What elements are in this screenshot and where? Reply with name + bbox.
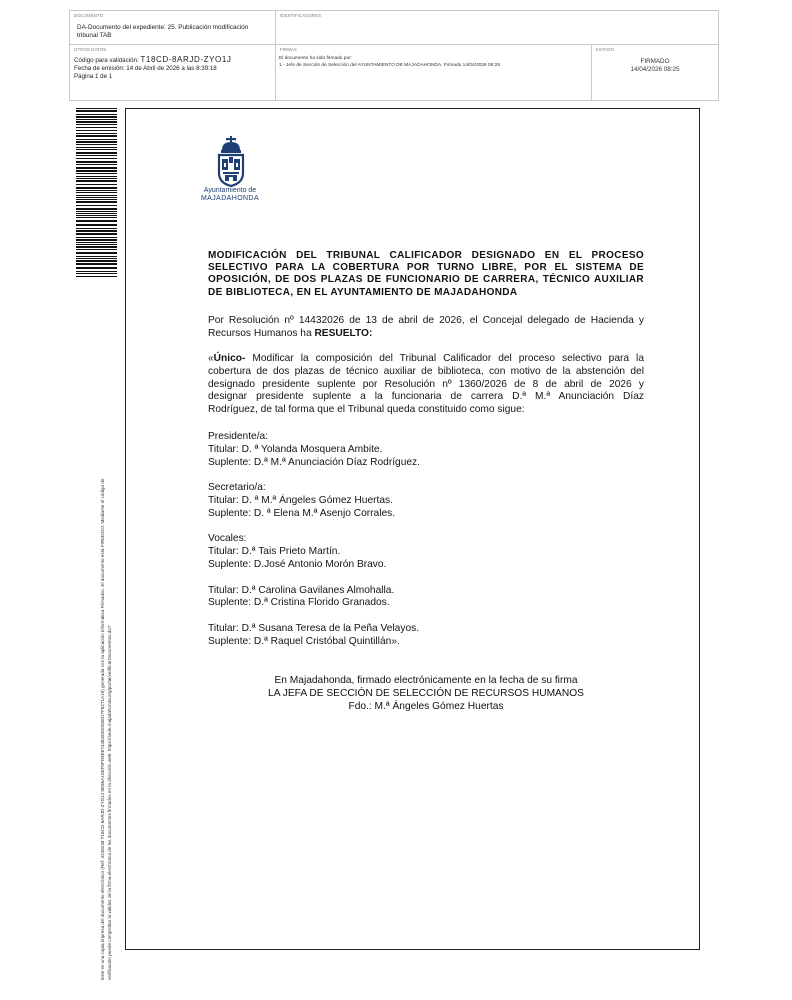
verification-note-line1: Este es una copia impresa del documento electrónico (Ref: 4246238 T18CD-8ARJD-ZYO1J 8E86A1D6F0FD9E67448493D093ED7F8271A19) generada con la aplicación informática Firmadoc. El documento está FIRMADO. Mediante el código de xyxy=(100,478,105,980)
barcode-bar xyxy=(76,149,117,150)
member-line: Secretario/a: xyxy=(208,482,266,494)
barcode-bar xyxy=(76,190,117,191)
member-line: Titular: D.ª Susana Teresa de la Peña Velayos. xyxy=(208,622,420,634)
barcode-bar xyxy=(76,211,117,212)
identificadores-caption: IDENTIFICADORES xyxy=(280,13,322,18)
barcode-bar xyxy=(76,178,117,179)
signature-line2: LA JEFA DE SECCIÓN DE SELECCIÓN DE RECURSOS HUMANOS xyxy=(268,687,584,699)
estado-cell xyxy=(592,45,718,101)
barcode-bar xyxy=(76,176,117,177)
otros-datos-value xyxy=(74,56,232,81)
barcode-bar xyxy=(76,213,117,214)
title-line: SELECTIVO PARA LA COBERTURA POR TURNO LIBRE, POR EL SISTEMA DE xyxy=(208,262,644,274)
unico-line2: cobertura de dos plazas de técnico auxiliar de biblioteca, con motivo de la abstención del xyxy=(208,365,644,377)
barcode-bar xyxy=(76,114,117,115)
barcode-bar xyxy=(76,246,117,248)
member-line: Suplente: D.ª Cristina Florido Granados. xyxy=(208,597,390,609)
barcode-bar xyxy=(76,199,117,200)
barcode-bar xyxy=(76,276,117,277)
barcode-bar xyxy=(76,271,117,272)
member-line: Vocales: xyxy=(208,533,247,545)
barcode-bar xyxy=(76,184,117,185)
barcode-bar xyxy=(76,256,117,257)
unico-paragraph xyxy=(208,353,644,417)
barcode-bar xyxy=(76,195,117,196)
barcode-bar xyxy=(76,155,117,156)
barcode-bar xyxy=(76,108,117,109)
barcode-bar xyxy=(76,201,117,203)
vocal-block-1 xyxy=(208,533,644,571)
barcode-bar xyxy=(76,242,117,243)
barcode-bar xyxy=(76,244,117,245)
member-line: Titular: D. ª M.ª Ángeles Gómez Huertas. xyxy=(208,494,393,506)
barcode-bar xyxy=(76,161,117,163)
documento-caption: DOCUMENTO xyxy=(74,13,104,18)
unico-line3: designado presidente suplente por Resolución nº 1360/2026 de 8 de abril de 2026 y xyxy=(208,378,644,390)
signature-line3: Fdo.: M.ª Ángeles Gómez Huertas xyxy=(348,700,504,712)
member-line: Suplente: D.ª Raquel Cristóbal Quintillán». xyxy=(208,635,400,647)
secretario-block xyxy=(208,482,644,520)
barcode-bar xyxy=(76,147,117,148)
barcode-bar xyxy=(76,208,117,210)
title-line: OPOSICIÓN, DE DOS PLAZAS DE FUNCIONARIO DE CARRERA, TÉCNICO AUXILIAR xyxy=(208,274,644,286)
barcode-bar xyxy=(76,252,117,254)
otros-datos-caption: OTROS DATOS xyxy=(74,47,107,52)
page-number: Página 1 de 1 xyxy=(74,73,113,80)
barcode-bar xyxy=(76,164,117,165)
verification-note xyxy=(100,300,113,980)
emission-date: Fecha de emisión: 14 de Abril de 2026 a las 8:39:18 xyxy=(74,65,217,72)
barcode-bar xyxy=(76,220,117,222)
firmas-intro: El documento ha sido firmado por: xyxy=(279,56,353,61)
member-line: Suplente: D. ª Elena M.ª Asenjo Corrales. xyxy=(208,507,396,519)
member-line: Presidente/a: xyxy=(208,431,269,442)
barcode-bar xyxy=(76,127,117,128)
barcode-bar xyxy=(76,170,117,172)
verification-note-line2: verificación puede comprobar la validez de la firma electrónica de los documentos firmados en la dirección web: https://sede.majadahonda.org/portal/verificarDocumentos.do? xyxy=(106,625,112,980)
documento-value: DA-Documento del expediente: 25. Publicación modificación tribunal TAB xyxy=(77,24,249,40)
barcode-bar xyxy=(76,249,117,250)
logo-line1: Ayuntamiento de xyxy=(203,187,257,194)
barcode-bar xyxy=(76,215,117,216)
barcode-bar xyxy=(76,273,117,274)
documento-cell xyxy=(70,11,276,45)
vocal-block-3 xyxy=(208,623,644,649)
barcode-bar xyxy=(76,116,117,118)
intro-line1: Por Resolución nº 14432026 de 13 de abril de 2026, el Concejal delegado de Hacienda y xyxy=(208,315,644,326)
barcode-bar xyxy=(76,267,117,269)
barcode-bar xyxy=(76,167,117,169)
barcode-bar xyxy=(76,121,117,123)
unico-line5: Rodríguez, de tal forma que el Tribunal queda constituido como sigue: xyxy=(208,404,525,416)
presidente-block xyxy=(208,431,644,469)
barcode-bar xyxy=(76,139,117,140)
barcode-bar xyxy=(76,192,117,193)
estado-value: FIRMADO xyxy=(640,58,670,65)
document-header-table xyxy=(69,10,719,101)
barcode-bar xyxy=(76,152,117,154)
barcode-bar xyxy=(76,237,117,238)
barcode-bar xyxy=(76,230,117,232)
barcode-bar xyxy=(76,141,117,143)
title-line: DE BIBLIOTECA, EN EL AYUNTAMIENTO DE MAJADAHONDA xyxy=(208,286,518,298)
barcode-bar xyxy=(76,217,117,218)
firmas-cell xyxy=(276,45,592,101)
vocal-block-2 xyxy=(208,585,644,611)
member-line: Suplente: D.ª M.ª Anunciación Díaz Rodríguez. xyxy=(208,456,420,468)
unico-line1-text: Modificar la composición del Tribunal Calificador del proceso selectivo para la xyxy=(245,353,644,364)
identificadores-cell xyxy=(276,11,718,45)
barcode-bar xyxy=(76,197,117,198)
barcode-bar xyxy=(76,263,117,265)
barcode-bar xyxy=(76,158,117,159)
unico-open-quote: « xyxy=(208,353,214,364)
estado-caption: ESTADO xyxy=(596,47,615,52)
resuelto-label: RESUELTO: xyxy=(314,327,373,339)
member-line: Titular: D.ª Carolina Gavilanes Almohalla. xyxy=(208,584,395,596)
barcode-bar xyxy=(76,239,117,241)
title-line: MODIFICACIÓN DEL TRIBUNAL CALIFICADOR DESIGNADO EN EL PROCESO xyxy=(208,250,644,261)
barcode-bar xyxy=(76,133,117,134)
unico-line4: designar presidente suplente a la funcionaria de carrera D.ª M.ª Anunciación Díaz xyxy=(208,391,644,403)
validation-code[interactable]: T18CD-8ARJD-ZYO1J xyxy=(140,55,232,64)
barcode-bar xyxy=(76,180,117,182)
otros-datos-cell xyxy=(70,45,276,101)
firmas-line: 1.- Jefe de Sección de Selección del AYUNTAMIENTO DE MAJADAHONDA. Firmado 14/04/2026 08:25 xyxy=(279,63,501,68)
barcode-bar xyxy=(76,144,117,145)
intro-line2 xyxy=(208,328,644,341)
member-line: Suplente: D.José Antonio Morón Bravo. xyxy=(208,558,387,570)
barcode-bar xyxy=(76,228,117,229)
barcode-bar xyxy=(76,205,117,206)
barcode-bar xyxy=(76,233,117,235)
barcode-bar xyxy=(76,119,117,120)
barcode-bar xyxy=(76,224,117,226)
unico-line1 xyxy=(208,353,644,366)
signature-block xyxy=(208,675,644,713)
unico-label: Único- xyxy=(213,353,246,364)
barcode-bar xyxy=(76,130,117,131)
member-line: Titular: D. ª Yolanda Mosquera Ambite. xyxy=(208,443,383,455)
barcode-bar xyxy=(76,124,117,125)
barcode-bar xyxy=(76,135,117,137)
logo-line2: MAJADAHONDA xyxy=(200,195,260,202)
validation-label: Código para validación: xyxy=(74,57,139,64)
barcode xyxy=(76,108,117,277)
barcode-bar xyxy=(76,110,117,112)
barcode-bar xyxy=(76,187,117,189)
barcode-bar xyxy=(76,258,117,259)
tribunal-members xyxy=(208,431,644,661)
member-line: Titular: D.ª Tais Prieto Martín. xyxy=(208,546,341,558)
intro-paragraph xyxy=(208,315,644,341)
barcode-bar xyxy=(76,173,117,174)
barcode-bar xyxy=(76,260,117,262)
signature-line1: En Majadahonda, firmado electrónicamente en la fecha de su firma xyxy=(274,675,578,686)
estado-date: 14/04/2026 08:25 xyxy=(630,66,680,73)
intro-line2-text: Recursos Humanos ha xyxy=(208,327,315,339)
document-title xyxy=(208,250,644,299)
firmas-caption: FIRMAS xyxy=(280,47,298,52)
